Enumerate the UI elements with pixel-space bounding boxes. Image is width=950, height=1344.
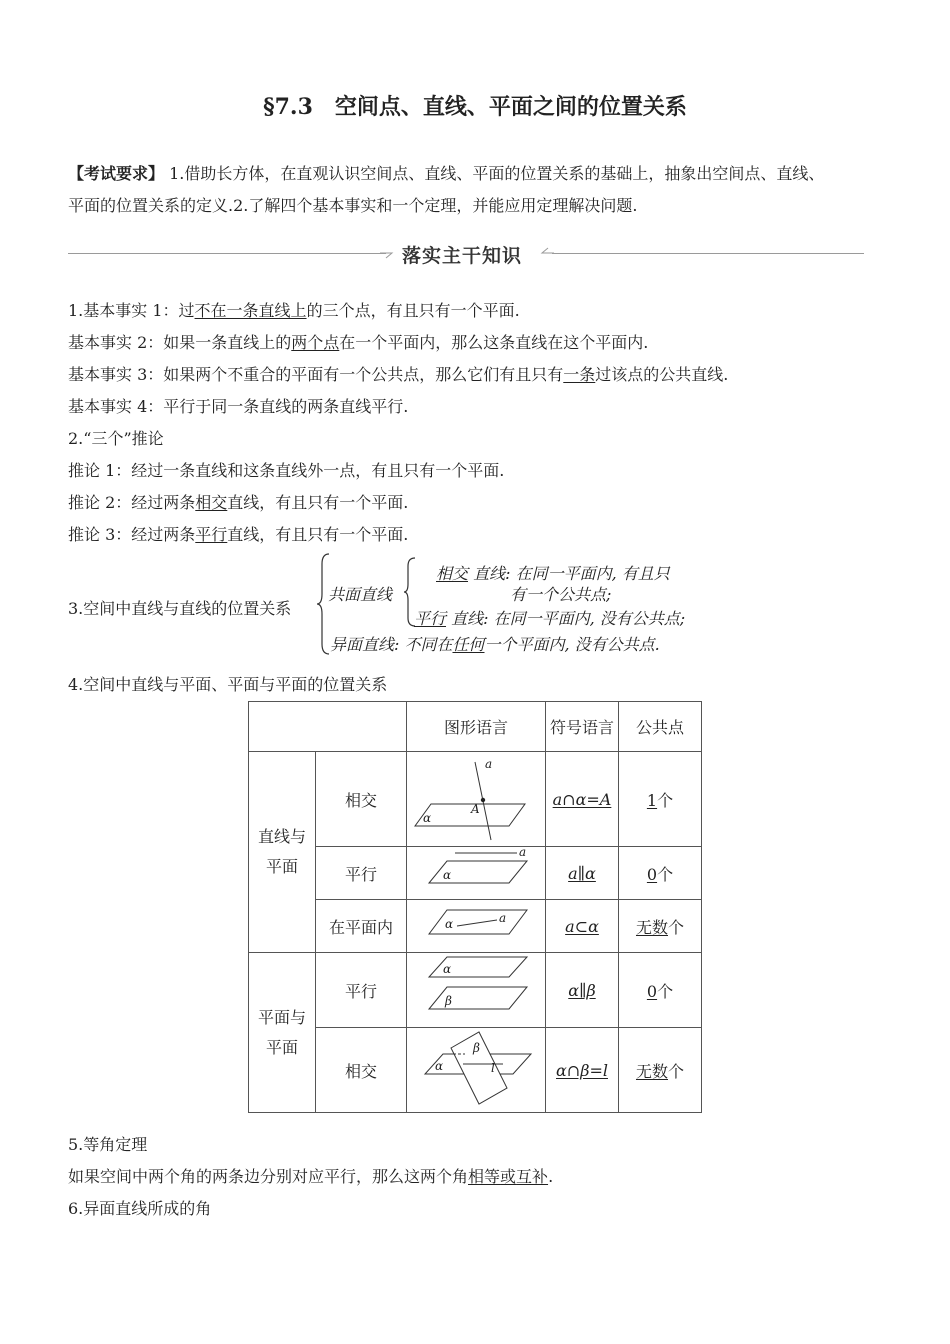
figure-line-in-plane bbox=[407, 900, 546, 953]
requirement-tag: 【考试要求】 bbox=[68, 164, 165, 183]
svg-text:a: a bbox=[485, 757, 493, 771]
header-empty bbox=[249, 702, 407, 752]
exam-requirements bbox=[68, 158, 884, 222]
symbol-cell: a∥α bbox=[546, 847, 619, 900]
angle-theorem-text: 如果空间中两个角的两条边分别对应平行，那么这两个角相等或互补. bbox=[68, 1167, 554, 1186]
group-line-plane: 直线与 平面 bbox=[249, 752, 316, 953]
banner-rule-right bbox=[552, 253, 864, 254]
corollaries-heading: 2.“三个”推论 bbox=[68, 429, 164, 448]
figure-planes-intersect bbox=[407, 1028, 546, 1113]
requirement-text-2: 平面的位置关系的定义.2.了解四个基本事实和一个定理，并能应用定理解决问题. bbox=[68, 196, 638, 215]
svg-text:l: l bbox=[491, 1061, 495, 1075]
fact-3: 基本事实 3：如果两个不重合的平面有一个公共点，那么它们有且只有一条过该点的公共直线. bbox=[68, 365, 729, 384]
symbol-cell: a∩α=A bbox=[546, 752, 619, 847]
header-figure: 图形语言 bbox=[407, 702, 546, 752]
rel-label: 平行 bbox=[316, 847, 407, 900]
fact-4: 基本事实 4：平行于同一条直线的两条直线平行. bbox=[68, 397, 409, 416]
svg-text:α: α bbox=[445, 917, 454, 931]
table-row bbox=[249, 900, 702, 953]
svg-text:a: a bbox=[499, 911, 507, 925]
skew-angle-heading: 6.异面直线所成的角 bbox=[68, 1199, 212, 1218]
relation-table bbox=[248, 701, 702, 1113]
corollary-1: 推论 1：经过一条直线和这条直线外一点，有且只有一个平面. bbox=[68, 461, 505, 480]
corollary-3: 推论 3：经过两条平行直线，有且只有一个平面. bbox=[68, 525, 409, 544]
rel-label: 相交 bbox=[316, 752, 407, 847]
corollary-2: 推论 2：经过两条相交直线，有且只有一个平面. bbox=[68, 493, 409, 512]
intersecting-lines-a: 相交 直线: 在同一平面内, 有且只 bbox=[436, 564, 670, 583]
header-common-points: 公共点 bbox=[619, 702, 702, 752]
svg-text:α: α bbox=[443, 868, 452, 882]
page-title: §7.3 空间点、直线、平面之间的位置关系 bbox=[263, 94, 687, 120]
table-heading: 4.空间中直线与平面、平面与平面的位置关系 bbox=[68, 675, 388, 694]
skew-lines: 异面直线: 不同在任何一个平面内, 没有公共点. bbox=[330, 635, 660, 654]
svg-text:α: α bbox=[423, 811, 432, 825]
figure-line-parallel-plane bbox=[407, 847, 546, 900]
count-cell: 1个 bbox=[619, 752, 702, 847]
fact-1: 1.基本事实 1：过不在一条直线上的三个点，有且只有一个平面. bbox=[68, 301, 520, 320]
symbol-cell: α∥β bbox=[546, 953, 619, 1028]
symbol-cell: a⊂α bbox=[546, 900, 619, 953]
angle-theorem-heading: 5.等角定理 bbox=[68, 1135, 148, 1154]
svg-text:α: α bbox=[443, 962, 452, 976]
rel-label: 相交 bbox=[316, 1028, 407, 1113]
rel-label: 平行 bbox=[316, 953, 407, 1028]
header-symbol: 符号语言 bbox=[546, 702, 619, 752]
symbol-cell: α∩β=l bbox=[546, 1028, 619, 1113]
svg-text:A: A bbox=[471, 802, 480, 816]
fact-2: 基本事实 2：如果一条直线上的两个点在一个平面内，那么这条直线在这个平面内. bbox=[68, 333, 649, 352]
parallel-lines: 平行 直线: 在同一平面内, 没有公共点; bbox=[414, 609, 686, 628]
count-cell: 0个 bbox=[619, 847, 702, 900]
table-row bbox=[249, 953, 702, 1028]
count-cell: 0个 bbox=[619, 953, 702, 1028]
requirement-text-1: 1.借助长方体，在直观认识空间点、直线、平面的位置关系的基础上，抽象出空间点、直线、 bbox=[164, 164, 825, 183]
coplanar-lines: 共面直线 bbox=[328, 585, 393, 604]
svg-text:β: β bbox=[445, 994, 452, 1008]
rel-label: 在平面内 bbox=[316, 900, 407, 953]
intersecting-lines-b: 有一个公共点; bbox=[510, 585, 612, 604]
banner-rule-left bbox=[68, 253, 386, 254]
figure-line-intersect-plane bbox=[407, 752, 546, 847]
count-cell: 无数个 bbox=[619, 900, 702, 953]
section-banner: 落实主干知识 bbox=[402, 245, 523, 267]
banner-arrow-left-icon bbox=[378, 246, 396, 260]
table-row bbox=[249, 1028, 702, 1113]
svg-text:β: β bbox=[473, 1041, 480, 1055]
table-header-row bbox=[249, 702, 702, 752]
line-relation-label: 3.空间中直线与直线的位置关系 bbox=[68, 599, 292, 618]
figure-planes-parallel bbox=[407, 953, 546, 1028]
svg-text:a: a bbox=[519, 847, 527, 859]
table-row bbox=[249, 847, 702, 900]
svg-text:α: α bbox=[435, 1059, 444, 1073]
count-cell: 无数个 bbox=[619, 1028, 702, 1113]
group-plane-plane: 平面与 平面 bbox=[249, 953, 316, 1113]
table-row bbox=[249, 752, 702, 847]
